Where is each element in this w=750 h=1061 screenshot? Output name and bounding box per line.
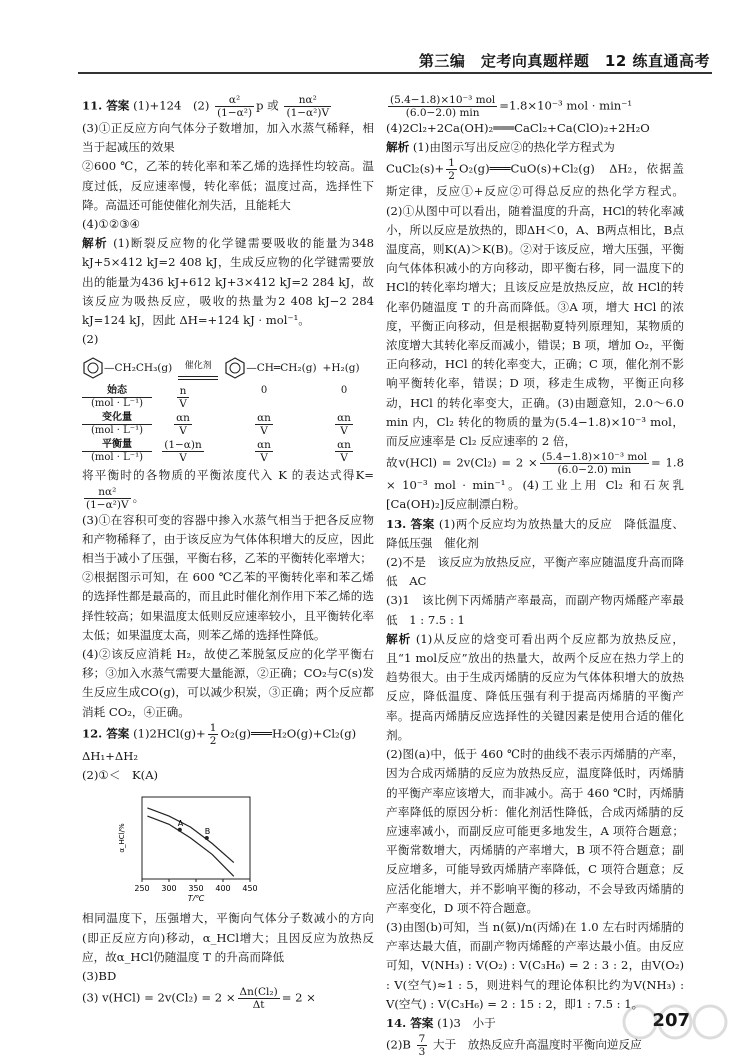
q12-p3: (3) v(HCl) = 2v(Cl₂) = 2 × $\frac{\text{Δn(Cl₂)}}{\Delta t}$ = 2 × — [82, 986, 316, 1012]
x-tick-label: 350 — [188, 884, 204, 894]
ice-row: 始态 (mol · L⁻¹) $\frac{n}{V}$ 0 0 — [82, 385, 374, 410]
r-eq4: (4)2Cl₂+2Ca(OH)₂═══CaCl₂+Ca(ClO)₂+2H₂O — [386, 121, 650, 135]
page-number: 207 — [652, 1010, 690, 1031]
x-tick-label: 450 — [242, 884, 258, 894]
header-rule — [78, 72, 712, 74]
q14-a1: 14. 答案 (1)3 小于 — [386, 1015, 496, 1030]
r-body: CuCl₂(s)+ $\frac{1}{2}$ O₂(g)═══CuO(s)+Cl₂(g) ΔH₂，依据盖斯定律，反应①+反应②可得总反应的热化学方程式。(2)①从图中可以看出，随着温度的升高，HCl的转化率减小，所以反应是放热的，即ΔH＜0，A、B两点相比，B点温度高，则K(A)＞K(B)。②对于该反应，增大压强，平衡向气体体积减小的方向移动，即平衡右移，同一温度下的 HCl的转化率均增大；且该反应是放热反应，故 HCl的转化率仍随温度 T 的升高而降低。③A 项，增大 HCl 的浓度，平衡正向移动，但是根据勒夏特列原理知，某物质的浓度增大其转化率反而减小，错误；B 项，增加 O₂，平衡正向移动，HCl 的转化率变大，正确；C 项，催化剂不影响平衡转化率，错误；D 项，移走生成物，平衡正向移动，HCl 的转化率变大，正确。(3)由题意知，2.0～6.0 min 内，Cl₂ 转化的物质的量为(5.4−1.8)×10⁻³ mol，而反应速率是 Cl₂ 反应速率的 2 倍， — [386, 157, 684, 449]
q12-answer: 12. 答案 (1)2HCl(g)+ $\frac{1}{2}$ O₂(g)═══H₂O(g)+Cl₂(g) — [82, 721, 357, 747]
q11-label: 11. 答案 — [82, 98, 130, 113]
r-top-calc: $\frac{\text{(5.4−1.8)×10⁻³ mol}}{(6.0-2.0) \min}$ =1.8×10⁻³ mol · min⁻¹ — [390, 94, 633, 119]
x-tick-label: 300 — [161, 884, 177, 894]
q13-a1: 13. 答案 (1)两个反应均为放热量大的反应 降低温度、降低压强 催化剂 — [386, 516, 684, 550]
conversion-chart — [112, 789, 262, 901]
series-line — [147, 816, 233, 876]
left-column — [82, 94, 374, 1011]
q13-p3: (3)由图(b)可知，当 n(氨)/n(丙烯)在 1.0 左右时丙烯腈的产率达最大值，而副产物丙烯醛的产率达最小值。由反应可知，V(NH₃) : V(O₂) : V(C₃H₆) = 2 : 3 : 2，由V(O₂) : V(空气)≈1 : 5，则进料气的理论体积比约为V(NH₃) : V(空气) : V(C₃H₆) = 2 : 15 : 2，即1 : 7.5 : 1。 — [386, 919, 684, 1011]
watermark-logo — [620, 1000, 730, 1055]
x-tick-label: 250 — [134, 884, 150, 894]
q11-answer: 11. 答案 (1)+124 (2) $\frac{\text{α²}}{\text{(1−α²)}}$ p 或 $\frac{\text{nα²}}{\text{(1−α²)V}}$ — [82, 94, 330, 119]
y-axis-label: α_HCl/% — [118, 823, 126, 853]
q11-p7: (3)①在容积可变的容器中掺入水蒸气相当于把各反应物和产物稀释了，由于该反应为气体体积增大的反应，因此相当于减小了压强，平衡右移，乙苯的平衡转化率增大； — [82, 512, 374, 566]
point-label-a: A — [177, 819, 184, 829]
q11-p1: (3)①正反应方向气体分子数增加，加入水蒸气稀释，相当于起减压的效果 — [82, 121, 374, 155]
catalyst-arrow: 催化剂 — [178, 357, 218, 380]
benzene-ring-icon — [224, 357, 246, 379]
reaction-equation: —CH₂CH₃(g) 催化剂 —CH═CH₂(g) +H₂(g) — [82, 353, 374, 383]
q13-p1: 解析 (1)从反应的焓变可看出两个反应都为放热反应，且“1 mol反应”放出的热量大，故两个反应在热力学上的趋势很大。由于生成丙烯腈的反应为气体体积增大的放热反应，降低温度、降低压强有利于提高丙烯腈的平衡产率。提高丙烯腈反应选择性的关键因素是使用合适的催化剂。 — [386, 631, 684, 742]
series-line — [147, 808, 233, 863]
q11-p2: ②600 ℃，乙苯的转化率和苯乙烯的选择性均较高。温度过低，反应速率慢，转化率低；温度过高，选择性下降。高温还可能使催化剂失活，且能耗大 — [82, 159, 374, 212]
point-b — [205, 836, 209, 840]
r-jiexi: 解析 (1)由图示写出反应②的热化学方程式为 — [386, 140, 615, 155]
q13-p2: (2)图(a)中，低于 460 ℃时的曲线不表示丙烯腈的产率，因为合成丙烯腈的反应为放热反应，温度降低时，丙烯腈的平衡产率应该增大，而非减小。高于 460 ℃时，丙烯腈产率降低的原因分析：催化剂活性降低，合成丙烯腈的反应速率减小，而副反应可能更多地发生，A 项符合题意；平衡常数增大，丙烯腈的产率增大，B 项不符合题意；副反应增多，可能导致丙烯腈产率降低，C 项符合题意；反应活化能增大，并不影响平衡的移动，不会导致丙烯腈的产率变化，D 项不符合题意。 — [386, 747, 684, 915]
q13-a2: (2)不是 该反应为放热反应，平衡产率应随温度升高而降低 AC — [386, 555, 684, 589]
q12-p2: (3)BD — [82, 969, 117, 984]
q13-a3: (3)1 该比例下丙烯腈产率最高，而副产物丙烯醛产率最低 1 : 7.5 : 1 — [386, 593, 684, 627]
right-column — [386, 94, 684, 1058]
q11-p3: (4)①②③④ — [82, 217, 140, 232]
point-a — [178, 828, 182, 832]
q14-a2: (2)B $\frac{7}{3}$ 大于 放热反应升高温度时平衡向逆反应 — [386, 1033, 642, 1059]
q12-p1: 相同温度下，压强增大，平衡向气体分子数减小的方向(即正反应方向)移动，α_HCl增大；且因反应为放热反应，故α_HCl仍随温度 T 的升高而降低 — [82, 911, 374, 964]
header-title: 第三编 定考向真题样题 12 练直通高考 — [418, 52, 710, 70]
q11-frac-a: $\frac{\text{α²}}{\text{(1−α²)}}$ — [217, 94, 253, 119]
q11-jiexi: 解析 (1)断裂反应物的化学键需要吸收的能量为348 kJ+5×412 kJ=2 408 kJ，生成反应物的化学键需要放出的能量为436 kJ+612 kJ+3×412 kJ=2 284 kJ，故该反应为吸热反应，吸收的热量为2 408 kJ−2 284 kJ=124 kJ，因此 ΔH=+124 kJ · mol⁻¹。 — [82, 236, 374, 328]
q11-p9: (4)②该反应消耗 H₂，故使乙苯脱氢反应的化学平衡右移；③加入水蒸气需要大量能源，②正确；CO₂与C(s)发生反应生成CO(g)，可以减少积炭，③正确；两个反应都消耗 CO₂，④正确。 — [82, 647, 374, 719]
benzene-ring-icon — [82, 357, 104, 379]
ice-row: 平衡量 (mol · L⁻¹) $\frac{(1-\alpha)n}{V}$ $\frac{\alpha n}{V}$ $\frac{\alpha n}{V}$ — [82, 439, 374, 464]
ice-table — [82, 385, 374, 464]
q12-ans2: (2)①＜ K(A) — [82, 768, 159, 783]
r-rate: 故v(HCl) = 2v(Cl₂) = 2 × $\frac{\text{(5.4−1.8)×10⁻³ mol}}{(6.0-2.0) \min}$ = 1.8 × 10⁻³ mol · min⁻¹。(4)工业上用 Cl₂ 和石灰乳[Ca(OH)₂]反应制漂白粉。 — [386, 451, 684, 512]
q11-p5: (2) — [82, 332, 99, 347]
q11-p8: ②根据图示可知，在 600 ℃乙苯的平衡转化率和苯乙烯的选择性都是最高的，而且此时催化剂作用下苯乙烯的选择性较高；如果温度太低则反应速率较小，且平衡转化率太低；如果温度太高，则苯乙烯的选择性降低。 — [82, 570, 374, 642]
ice-row: 变化量 (mol · L⁻¹) $\frac{\alpha n}{V}$ $\frac{\alpha n}{V}$ $\frac{\alpha n}{V}$ — [82, 412, 374, 437]
q11-frac-b: $\frac{\text{nα²}}{\text{(1−α²)V}}$ — [286, 94, 330, 119]
q12-dh: ΔH₁+ΔH₂ — [82, 748, 138, 763]
q11-p6: 将平衡时的各物质的平衡浓度代入 K 的表达式得K= $\frac{\text{nα²}}{\text{(1−α²)V}}$ 。 — [82, 468, 374, 511]
point-label-b: B — [204, 827, 211, 837]
x-axis-label: T/℃ — [187, 894, 205, 902]
x-tick-label: 400 — [215, 884, 231, 894]
plot-frame — [142, 797, 250, 879]
page-header — [0, 0, 750, 74]
